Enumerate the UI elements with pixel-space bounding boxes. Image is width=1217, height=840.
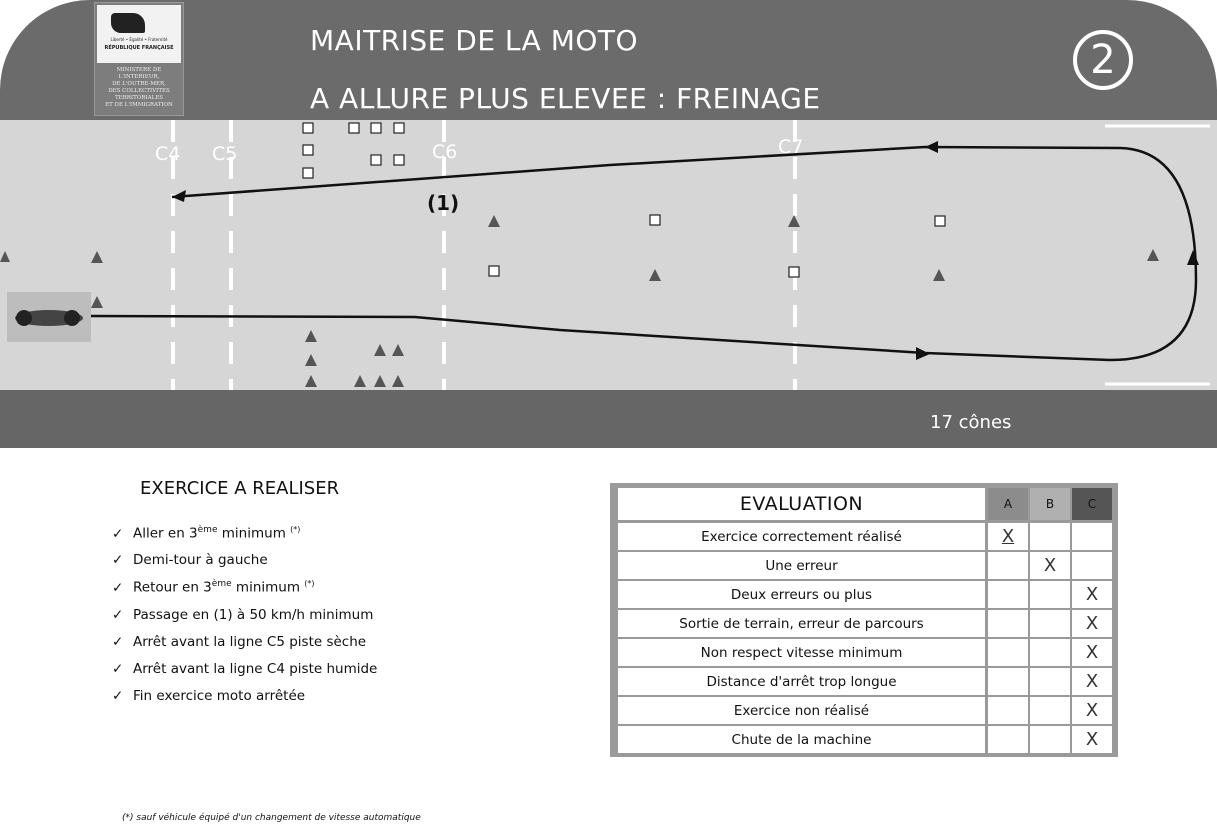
markers-group xyxy=(303,123,945,277)
evaluation-mark: X xyxy=(1085,642,1099,663)
exercise-item xyxy=(112,607,377,634)
evaluation-title: EVALUATION xyxy=(618,488,985,520)
evaluation-row-label: Non respect vitesse minimum xyxy=(618,639,985,666)
evaluation-mark: X xyxy=(1085,671,1099,692)
marianne-emblem xyxy=(97,5,181,63)
evaluation-table xyxy=(610,483,1118,757)
evaluation-cell-b xyxy=(1030,581,1070,608)
exercise-item-text: Demi-tour à gauche xyxy=(133,552,268,569)
evaluation-cell-a xyxy=(988,552,1028,579)
checkmark-icon: ✓ xyxy=(112,525,124,542)
cone-count: 17 cônes xyxy=(930,412,1012,433)
cone-icon xyxy=(933,269,945,281)
exercise-item-note: (*) xyxy=(304,579,315,589)
marker-square xyxy=(650,215,660,225)
exercise-item xyxy=(112,525,377,552)
exercise-number-badge: 2 xyxy=(1073,30,1133,90)
cone-icon xyxy=(1147,249,1159,261)
exercise-item xyxy=(112,634,377,661)
motorbike-wheel-icon xyxy=(64,310,80,326)
label-c5: C5 xyxy=(212,143,238,165)
page-title-line2: A ALLURE PLUS ELEVEE : FREINAGE xyxy=(310,82,821,115)
cone-icon xyxy=(392,375,404,387)
marker-square xyxy=(489,266,499,276)
evaluation-cell-a xyxy=(988,668,1028,695)
evaluation-cell-c xyxy=(1072,610,1112,637)
evaluation-cell-b xyxy=(1030,552,1070,579)
evaluation-cell-b xyxy=(1030,726,1070,753)
evaluation-cell-b xyxy=(1030,697,1070,724)
evaluation-cell-c xyxy=(1072,581,1112,608)
checkmark-icon: ✓ xyxy=(112,606,124,623)
evaluation-row-label: Distance d'arrêt trop longue xyxy=(618,668,985,695)
evaluation-cell-c xyxy=(1072,697,1112,724)
logo-republic: RÉPUBLIQUE FRANÇAISE xyxy=(104,45,174,51)
cone-icon xyxy=(374,344,386,356)
exercise-item-sup: ème xyxy=(197,525,218,535)
motorbike-wheel-icon xyxy=(16,310,32,326)
label-c6: C6 xyxy=(432,141,458,163)
marker-square xyxy=(394,155,404,165)
trajectory-path xyxy=(90,147,1196,360)
cone-icon xyxy=(392,344,404,356)
cone-icon xyxy=(91,296,103,308)
evaluation-row-label: Exercice non réalisé xyxy=(618,697,985,724)
cone-icon xyxy=(305,354,317,366)
exercise-item-text: Arrêt avant la ligne C4 piste humide xyxy=(133,660,378,677)
evaluation-mark: X xyxy=(1085,613,1099,634)
marker-square xyxy=(371,123,381,133)
exercise-title: EXERCICE A REALISER xyxy=(140,478,340,499)
evaluation-row-label: Exercice correctement réalisé xyxy=(618,523,985,550)
marker-square xyxy=(303,123,313,133)
evaluation-cell-c xyxy=(1072,668,1112,695)
arrow-bottom-icon xyxy=(916,347,930,360)
exercise-item-text: Arrêt avant la ligne C5 piste sèche xyxy=(133,633,367,650)
arrow-right-icon xyxy=(1187,250,1199,265)
cone-icon xyxy=(374,375,386,387)
exercise-item-sup: ème xyxy=(211,579,232,590)
evaluation-row-label: Une erreur xyxy=(618,552,985,579)
evaluation-cell-b xyxy=(1030,668,1070,695)
arrow-top-icon xyxy=(925,141,938,153)
evaluation-cell-a xyxy=(988,523,1028,550)
marker-square xyxy=(394,123,404,133)
exercise-list xyxy=(112,525,377,715)
evaluation-cell-b xyxy=(1030,610,1070,637)
checkmark-icon: ✓ xyxy=(112,660,124,677)
marker-square xyxy=(349,123,359,133)
evaluation-cell-c xyxy=(1072,726,1112,753)
label-c7: C7 xyxy=(778,136,804,158)
marker-square xyxy=(789,267,799,277)
marker-square xyxy=(303,145,313,155)
info-band xyxy=(0,390,1217,448)
footnote: (*) sauf véhicule équipé d'un changement de vitesse automatique xyxy=(122,813,421,823)
cone-icon xyxy=(305,375,317,387)
cone-icon xyxy=(0,251,10,262)
evaluation-cell-c xyxy=(1072,639,1112,666)
evaluation-cell-a xyxy=(988,581,1028,608)
marker-square xyxy=(303,168,313,178)
evaluation-mark: X xyxy=(1085,729,1099,750)
label-c4: C4 xyxy=(155,143,181,165)
exercise-item xyxy=(112,552,377,579)
evaluation-cell-a xyxy=(988,726,1028,753)
evaluation-row-label: Deux erreurs ou plus xyxy=(618,581,985,608)
evaluation-cell-a xyxy=(988,697,1028,724)
column-header-c: C xyxy=(1072,488,1112,520)
cone-icon xyxy=(354,375,366,387)
evaluation-cell-b xyxy=(1030,639,1070,666)
track-svg xyxy=(0,120,1217,390)
evaluation-mark: X xyxy=(1085,700,1099,721)
marker-square xyxy=(935,216,945,226)
evaluation-cell-a xyxy=(988,639,1028,666)
evaluation-cell-a xyxy=(988,610,1028,637)
marker-square xyxy=(371,155,381,165)
cone-icon xyxy=(305,330,317,342)
exercise-item xyxy=(112,579,377,606)
checkmark-icon: ✓ xyxy=(112,633,124,650)
column-header-a: A xyxy=(988,488,1028,520)
exercise-item-text: Fin exercice moto arrêtée xyxy=(133,688,306,705)
exercise-item xyxy=(112,661,377,688)
logo-ministry-name: MINISTERE DE L'INTERIEUR, DE L'OUTRE-MER, DES COLLECTIVITES TERRITORIALES ET DE L'IMMIGRATION xyxy=(105,67,173,108)
header-banner xyxy=(0,0,1217,120)
marianne-icon xyxy=(111,13,145,33)
track-diagram xyxy=(0,120,1217,390)
exercise-item-text: Passage en (1) à 50 km/h minimum xyxy=(133,606,374,623)
exercise-item-text: minimum xyxy=(231,579,305,596)
evaluation-mark: X xyxy=(1085,584,1099,605)
exercise-item-text: minimum xyxy=(217,525,291,542)
point-1-label: (1) xyxy=(427,191,460,215)
cone-icon xyxy=(788,215,800,227)
cone-icon xyxy=(91,251,103,263)
checkmark-icon: ✓ xyxy=(112,552,124,569)
checkmark-icon: ✓ xyxy=(112,688,124,705)
logo-motto: Liberté • Égalité • Fraternité xyxy=(110,37,168,42)
exercise-item xyxy=(112,688,377,715)
evaluation-cell-c xyxy=(1072,552,1112,579)
exercise-item-note: (*) xyxy=(290,525,301,534)
evaluation-row-label: Sortie de terrain, erreur de parcours xyxy=(618,610,985,637)
column-header-b: B xyxy=(1030,488,1070,520)
evaluation-cell-b xyxy=(1030,523,1070,550)
evaluation-mark: X xyxy=(1001,526,1015,547)
ministry-logo xyxy=(94,2,184,116)
checkmark-icon: ✓ xyxy=(112,579,124,596)
exercise-item-text: Aller en 3 xyxy=(133,525,198,542)
page-title-line1: MAITRISE DE LA MOTO xyxy=(310,24,639,57)
evaluation-row-label: Chute de la machine xyxy=(618,726,985,753)
cone-icon xyxy=(488,215,500,227)
evaluation-cell-c xyxy=(1072,523,1112,550)
exercise-item-text: Retour en 3 xyxy=(133,579,212,596)
evaluation-mark: X xyxy=(1043,555,1057,576)
cone-icon xyxy=(649,269,661,281)
